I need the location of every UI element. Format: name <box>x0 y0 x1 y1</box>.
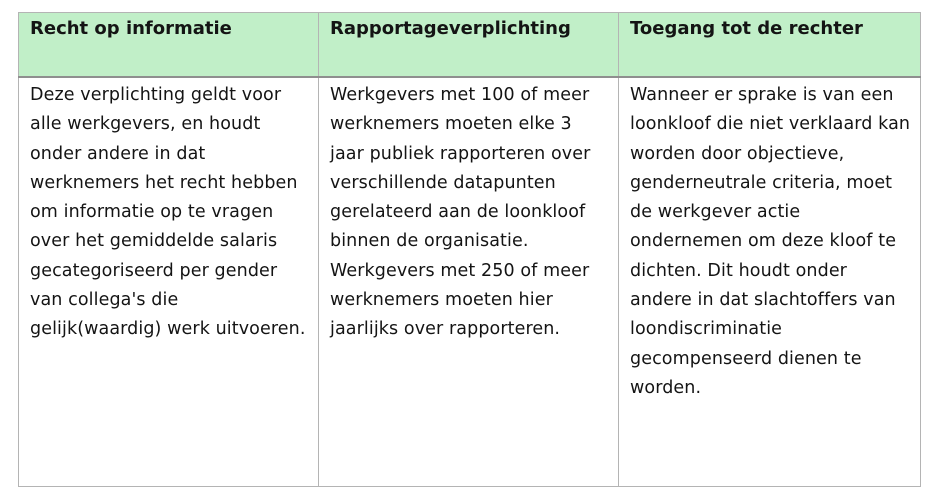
header-toegang-tot-de-rechter: Toegang tot de rechter <box>619 13 921 78</box>
cell-rapportageverplichting: Werkgevers met 100 of meer werknemers moeten elke 3 jaar publiek rapporteren over verschillende datapunten gerelateerd aan de loonkloof binnen de organisatie. Werkgevers met 250 of meer werknemers moeten hier jaarlijks over rapporteren. <box>319 77 619 487</box>
cell-recht-op-informatie: Deze verplichting geldt voor alle werkgevers, en houdt onder andere in dat werknemers het recht hebben om informatie op te vragen over het gemiddelde salaris gecategoriseerd per gender van collega's die gelijk(waardig) werk uitvoeren. <box>19 77 319 487</box>
header-recht-op-informatie: Recht op informatie <box>19 13 319 78</box>
table-header-row <box>19 13 921 78</box>
table-row <box>19 77 921 487</box>
cell-toegang-tot-de-rechter: Wanneer er sprake is van een loonkloof die niet verklaard kan worden door objectieve, genderneutrale criteria, moet de werkgever actie ondernemen om deze kloof te dichten. Dit houdt onder andere in dat slachtoffers van loondiscriminatie gecompenseerd dienen te worden. <box>619 77 921 487</box>
pay-transparency-table <box>18 12 921 487</box>
header-rapportageverplichting: Rapportageverplichting <box>319 13 619 78</box>
